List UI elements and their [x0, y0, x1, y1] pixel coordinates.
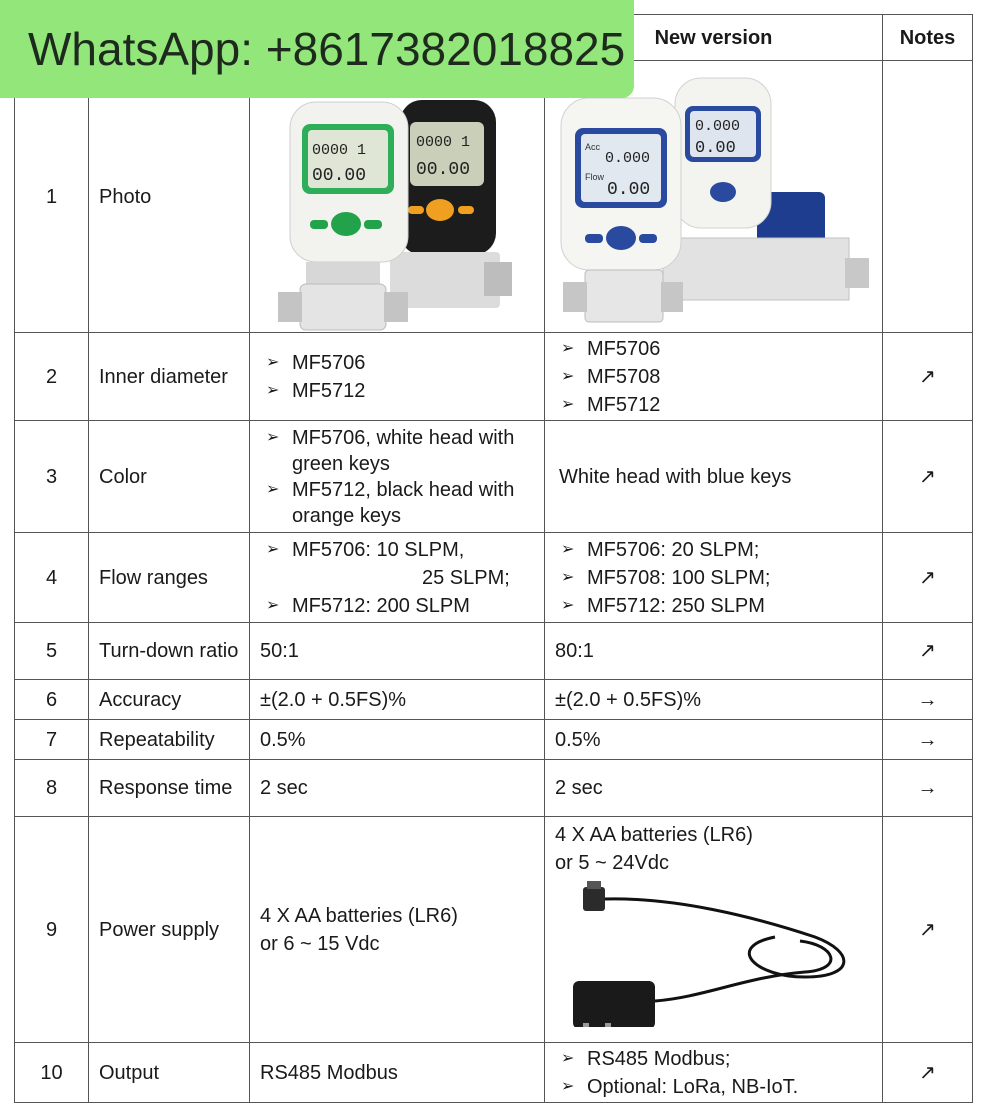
new-version-cell: 80:1 — [545, 623, 883, 680]
table-row — [15, 61, 973, 333]
svg-text:0.000: 0.000 — [695, 117, 741, 135]
svg-text:Acc: Acc — [585, 141, 601, 152]
list-item: ➢ MF5712, black head with orange keys — [266, 477, 534, 529]
orange-key-icon — [426, 199, 454, 221]
new-version-cell: White head with blue keys — [545, 421, 883, 533]
power-line: or 6 ~ 15 Vdc — [260, 932, 380, 955]
table-row — [15, 720, 973, 760]
old-flowmeter-image — [250, 62, 544, 332]
new-version-cell: 2 sec — [545, 760, 883, 817]
trend-arrow-icon: ↗ — [883, 333, 973, 421]
row-number: 2 — [15, 333, 89, 421]
old-version-cell: 2 sec — [250, 760, 545, 817]
new-version-cell: ±(2.0 + 0.5FS)% — [545, 680, 883, 720]
list-item: ➢ MF5712: 200 SLPM — [266, 592, 534, 620]
row-number: 6 — [15, 680, 89, 720]
blue-key-icon — [606, 226, 636, 250]
old-version-cell: 50:1 — [250, 623, 545, 680]
svg-text:0.000: 0.000 — [605, 149, 651, 167]
row-number: 3 — [15, 421, 89, 533]
trend-arrow-icon: → — [883, 680, 973, 720]
new-version-cell: 0.5% — [545, 720, 883, 760]
svg-text:00.00: 00.00 — [312, 165, 367, 186]
table-row — [15, 533, 973, 623]
row-number: 7 — [15, 720, 89, 760]
header-notes: Notes — [883, 15, 973, 61]
table-row — [15, 623, 973, 680]
green-key-icon — [331, 212, 361, 236]
list-item: ➢ MF5706: 20 SLPM; — [561, 536, 872, 564]
table-row — [15, 333, 973, 421]
row-number: 9 — [15, 817, 89, 1043]
new-version-cell — [545, 333, 883, 421]
table-row — [15, 421, 973, 533]
old-version-cell: RS485 Modbus — [250, 1043, 545, 1103]
row-label: Photo — [89, 61, 250, 333]
trend-arrow-icon: → — [883, 760, 973, 817]
svg-text:0.00: 0.00 — [695, 138, 736, 158]
table-row — [15, 680, 973, 720]
row-number: 8 — [15, 760, 89, 817]
old-version-photo — [250, 61, 545, 333]
new-version-cell — [545, 817, 883, 1043]
old-version-cell: 0.5% — [250, 720, 545, 760]
row-number: 1 — [15, 61, 89, 333]
row-label: Inner diameter — [89, 333, 250, 421]
list-item: ➢ Optional: LoRa, NB-IoT. — [561, 1073, 872, 1101]
table-row — [15, 760, 973, 817]
old-version-cell — [250, 421, 545, 533]
trend-arrow-icon: ↗ — [883, 623, 973, 680]
row-label: Color — [89, 421, 250, 533]
table-row — [15, 1043, 973, 1103]
list-item: ➢ MF5706 — [561, 335, 872, 363]
new-version-cell — [545, 533, 883, 623]
whatsapp-contact-banner — [0, 0, 634, 98]
trend-arrow-icon: ↗ — [883, 817, 973, 1043]
old-version-cell — [250, 817, 545, 1043]
list-item: ➢ MF5708: 100 SLPM; — [561, 564, 872, 592]
new-version-photo — [545, 61, 883, 333]
header-new-version: New version — [545, 15, 883, 61]
row-label: Accuracy — [89, 680, 250, 720]
power-line: 4 X AA batteries (LR6) — [555, 824, 753, 846]
list-item: ➢ MF5712 — [561, 391, 872, 419]
new-flowmeter-image — [545, 62, 882, 332]
svg-text:Flow: Flow — [585, 171, 605, 182]
svg-text:0000 1: 0000 1 — [312, 141, 367, 159]
list-item: ➢ MF5712: 250 SLPM — [561, 592, 872, 620]
row-label: Output — [89, 1043, 250, 1103]
trend-arrow-icon: ↗ — [883, 421, 973, 533]
old-version-cell — [250, 533, 545, 623]
trend-arrow-icon: ↗ — [883, 533, 973, 623]
row-label: Turn-down ratio — [89, 623, 250, 680]
list-item: ➢ MF5706 — [266, 349, 534, 377]
row-note — [883, 61, 973, 333]
list-item: ➢ RS485 Modbus; — [561, 1045, 872, 1073]
list-item: ➢ MF5712 — [266, 377, 534, 405]
comparison-table — [14, 14, 973, 1103]
power-line: or 5 ~ 24Vdc — [555, 852, 669, 874]
row-number: 10 — [15, 1043, 89, 1103]
row-label: Power supply — [89, 817, 250, 1043]
list-item: ➢ MF5708 — [561, 363, 872, 391]
power-adapter-image — [555, 877, 865, 1027]
list-item: ➢ MF5706: 10 SLPM, 25 SLPM; — [266, 536, 534, 592]
trend-arrow-icon: ↗ — [883, 1043, 973, 1103]
svg-text:00.00: 00.00 — [416, 159, 471, 180]
power-line: 4 X AA batteries (LR6) — [260, 904, 458, 927]
svg-text:0.00: 0.00 — [607, 179, 651, 200]
row-label: Flow ranges — [89, 533, 250, 623]
new-version-cell — [545, 1043, 883, 1103]
svg-text:0000 1: 0000 1 — [416, 133, 471, 151]
list-item: ➢ MF5706, white head with green keys — [266, 425, 534, 477]
row-number: 4 — [15, 533, 89, 623]
whatsapp-number: WhatsApp: +8617382018825 — [28, 23, 626, 75]
old-version-cell: ±(2.0 + 0.5FS)% — [250, 680, 545, 720]
trend-arrow-icon: → — [883, 720, 973, 760]
row-number: 5 — [15, 623, 89, 680]
table-row — [15, 817, 973, 1043]
row-label: Repeatability — [89, 720, 250, 760]
row-label: Response time — [89, 760, 250, 817]
old-version-cell — [250, 333, 545, 421]
